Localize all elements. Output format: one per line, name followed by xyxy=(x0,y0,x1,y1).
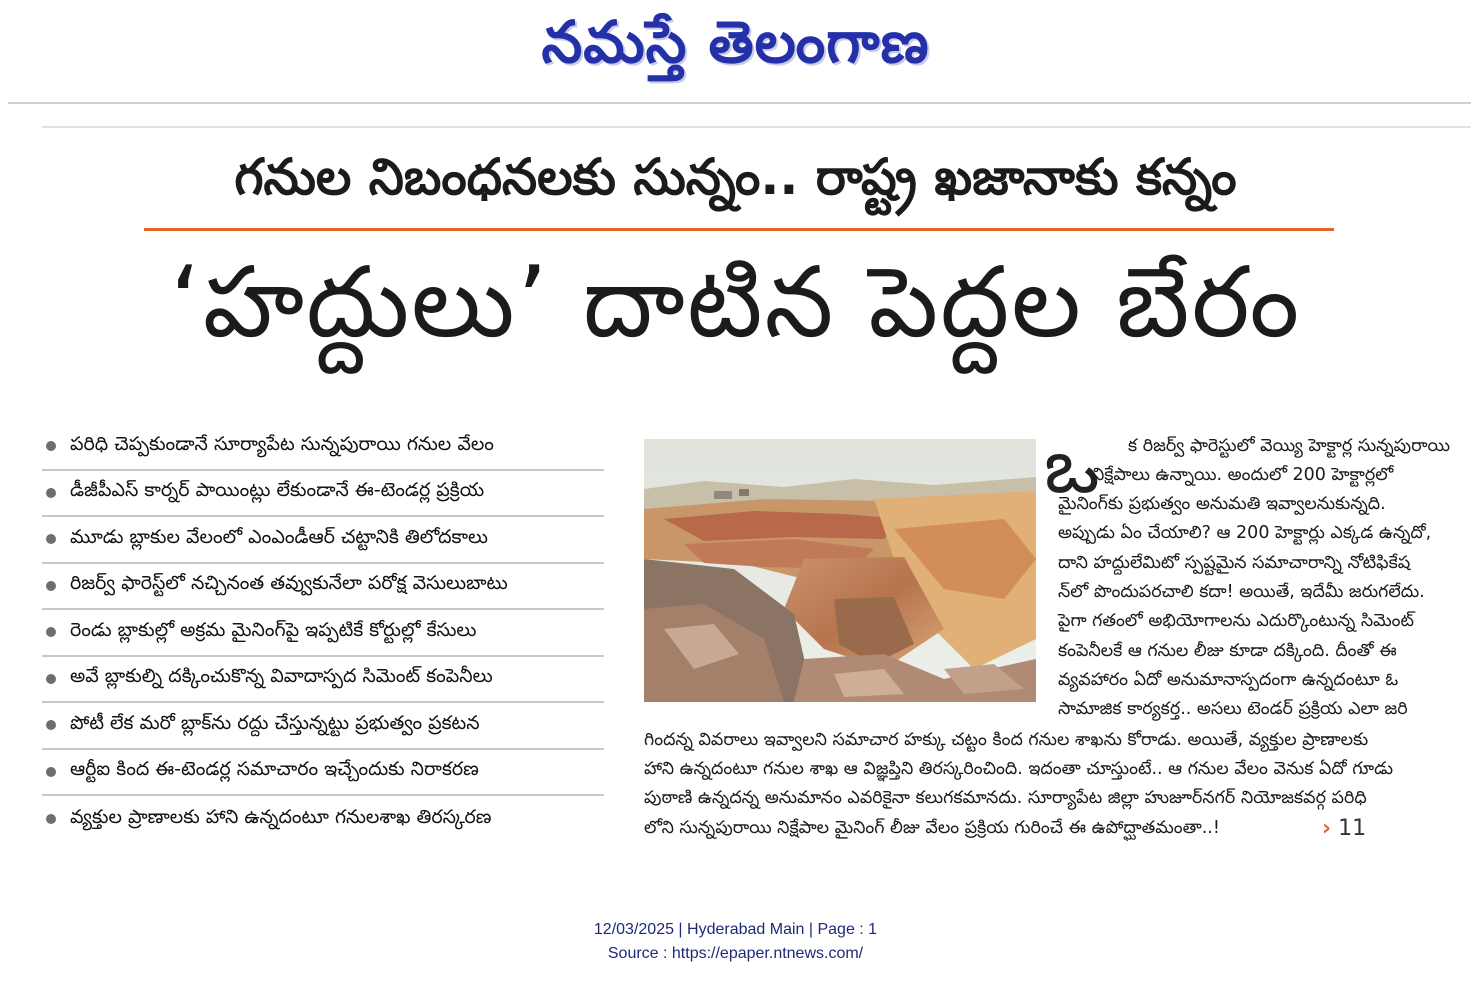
list-item xyxy=(42,657,604,704)
article-line: సామాజిక కార్యకర్త.. అసలు టెండర్ ప్రక్రియ ఎలా జరి xyxy=(1058,699,1408,719)
bullet-icon xyxy=(46,767,56,777)
kicker-headline: గనుల నిబంధనలకు సున్నం.. రాష్ట్ర ఖజానాకు కన్నం xyxy=(234,148,1237,206)
bullet-icon xyxy=(46,814,56,824)
list-item xyxy=(42,424,604,471)
drop-cap: ఒ xyxy=(1044,421,1100,510)
list-item xyxy=(42,750,604,797)
article-line: దాని హద్దులేమిటో స్పష్టమైన సమాచారాన్ని నోటిఫికేష xyxy=(1058,553,1411,573)
article-line: న్‌లో పొందుపరచాలి కదా! అయితే, ఇదేమీ జరుగలేదు. xyxy=(1058,582,1425,602)
list-item-text: మూడు బ్లాకుల వేలంలో ఎంఎండీఆర్ చట్టానికి తిలోదకాలు xyxy=(70,525,489,548)
list-item-text: అవే బ్లాకుల్ని దక్కించుకొన్న వివాదాస్పద సిమెంట్ కంపెనీలు xyxy=(70,665,493,688)
chevron-right-icon: › xyxy=(1322,816,1332,841)
article-line: వ్యవహారం ఏదో అనుమానాస్పదంగా ఉన్నదంటూ ఓ xyxy=(1058,670,1399,690)
footer-edition-info: 12/03/2025 | Hyderabad Main | Page : 1 xyxy=(593,921,878,938)
article-line: పుఠాణి ఉన్నదన్న అనుమానం ఎవరికైనా కలుగకమానదు. సూర్యాపేట జిల్లా హుజూర్‌నగర్ నియోజకవర్గ పరిధి xyxy=(644,788,1367,808)
article-line: హాని ఉన్నదంటూ గనుల శాఖ ఆ విజ్ఞప్తిని తిరస్కరించింది. ఇదంతా చూస్తుంటే.. ఆ గనుల వేలం వెనుక ఏదో గూడు xyxy=(644,759,1394,779)
list-item xyxy=(42,471,604,518)
highlights-list xyxy=(42,424,604,843)
masthead-divider xyxy=(8,102,1471,104)
bullet-icon xyxy=(46,441,56,451)
list-item xyxy=(42,796,604,843)
article-line: అప్పుడు ఏం చేయాలి? ఆ 200 హెక్టార్లు ఎక్కడ ఉన్నదో, xyxy=(1058,523,1432,543)
list-item xyxy=(42,610,604,657)
article-line: మైనింగ్‌కు ప్రభుత్వం అనుమతి ఇవ్వాలనుకున్నది. xyxy=(1058,494,1386,514)
continued-page-link[interactable] xyxy=(1322,816,1366,841)
article-line: గిందన్న వివరాలు ఇవ్వాలని సమాచార హక్కు చట్టం కింద గనుల శాఖను కోరాడు. అయితే, వ్యక్తుల ప్రాణాలకు xyxy=(644,730,1369,750)
list-item-text: రెండు బ్లాకుల్లో అక్రమ మైనింగ్‌పై ఇప్పటికే కోర్టుల్లో కేసులు xyxy=(70,618,477,641)
quarry-photo xyxy=(644,439,1036,702)
article-line: లోని సున్నపురాయి నిక్షేపాల మైనింగ్ లీజు వేలం ప్రక్రియ గురించే ఈ ఉపోద్ఘాతమంతా..! xyxy=(644,818,1220,838)
bullet-icon xyxy=(46,674,56,684)
list-item xyxy=(42,517,604,564)
continued-page-number: 11 xyxy=(1338,816,1367,841)
list-item xyxy=(42,703,604,750)
article-line: పైగా గతంలో అభియోగాలను ఎదుర్కొంటున్న సిమెంట్ xyxy=(1058,611,1415,631)
bullet-icon xyxy=(46,488,56,498)
article-line: క రిజర్వ్ ఫారెస్టులో వెయ్యి హెక్టార్ల సున్నపురాయి xyxy=(1128,436,1450,456)
list-item-text: ఆర్టీఐ కింద ఈ-టెండర్ల సమాచారం ఇచ్చేందుకు నిరాకరణ xyxy=(70,758,479,781)
bullet-icon xyxy=(46,581,56,591)
list-item-text: పోటీ లేక మరో బ్లాక్‌ను రద్దు చేస్తున్నట్టు ప్రభుత్వం ప్రకటన xyxy=(70,711,480,734)
page-divider xyxy=(42,126,1471,128)
masthead-logo: నమస్తే తెలంగాణ xyxy=(541,8,930,76)
footer-source: Source : https://epaper.ntnews.com/ xyxy=(607,945,864,962)
article-line: కంపెనీలకే ఆ గనుల లీజు కూడా దక్కింది. దీంతో ఈ xyxy=(1058,641,1397,661)
kicker-underline xyxy=(144,228,1334,231)
main-headline: ‘హద్దులు’ దాటిన పెద్దల బేరం xyxy=(169,246,1302,360)
article-line: నిక్షేపాలు ఉన్నాయి. అందులో 200 హెక్టార్లలో xyxy=(1092,465,1394,485)
bullet-icon xyxy=(46,627,56,637)
bullet-icon xyxy=(46,534,56,544)
list-item-text: రిజర్వ్ ఫారెస్ట్‌లో నచ్చినంత తవ్వుకునేలా పరోక్ష వెసులుబాటు xyxy=(70,572,508,595)
bullet-icon xyxy=(46,720,56,730)
list-item-text: డీజీపీఎస్ కార్నర్ పాయింట్లు లేకుండానే ఈ-టెండర్ల ప్రక్రియ xyxy=(70,479,485,502)
list-item-text: వ్యక్తుల ప్రాణాలకు హాని ఉన్నదంటూ గనులశాఖ తిరస్కరణ xyxy=(70,805,492,828)
list-item xyxy=(42,564,604,611)
list-item-text: పరిధి చెప్పకుండానే సూర్యాపేట సున్నపురాయి గనుల వేలం xyxy=(70,432,494,455)
